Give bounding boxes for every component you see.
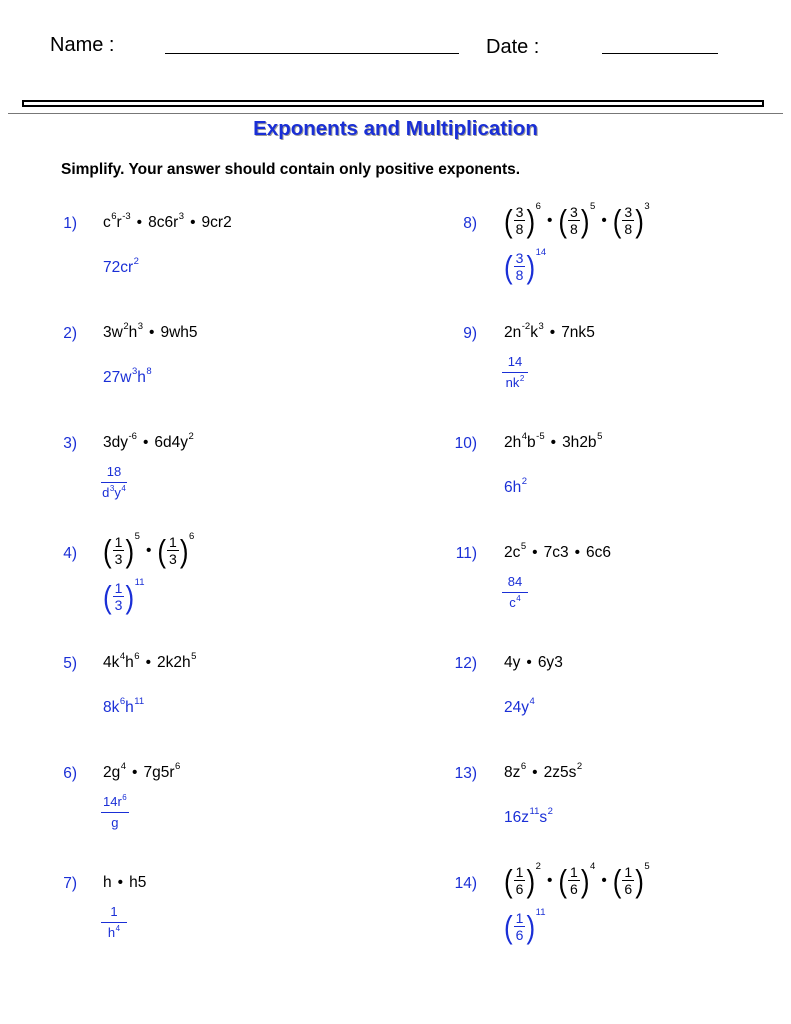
- problem-answer: ( $\frac{3}{8}$ ) $^{14}$: [504, 247, 547, 285]
- problem-expression: $2n^{-2}k^3$ • 7nk5: [504, 321, 595, 341]
- answer-numerator: 84: [502, 575, 528, 593]
- problem-expression: 4y • 6y3: [504, 654, 563, 671]
- answer-denominator: $h^4$: [107, 924, 121, 941]
- answer-numerator: 14: [502, 355, 528, 373]
- problem-answer: $24y^4$: [504, 696, 535, 716]
- problem-number: 10): [454, 435, 477, 452]
- problem-number: 2): [63, 325, 77, 342]
- problem-answer: $16z^{11}s^2$: [504, 806, 553, 826]
- problem-answer: $27w^3h^8$: [103, 366, 152, 386]
- answer-numerator: 1: [101, 905, 127, 923]
- problem-answer: $6h^2$: [504, 476, 528, 496]
- problem-expression: $8z^6$ • $2z5s^2$: [504, 761, 583, 781]
- date-label: Date :: [486, 36, 540, 58]
- problem-expression: $4k^4h^6$ • $2k2h^5$: [103, 651, 197, 671]
- problem-answer-fraction: [101, 465, 127, 501]
- problem-expression: $3w^2h^3$ • 9wh5: [103, 321, 198, 341]
- instructions: Simplify. Your answer should contain only positive exponents.: [61, 161, 521, 178]
- problem-expression: ( $\frac{1}{6}$ ) $^2$ • ( $\frac{1}{6}$ ) $^4$ • ( $\frac{1}{6}$ ) $^5$: [504, 861, 650, 899]
- problem-number: 8): [463, 215, 477, 232]
- name-line: [165, 53, 459, 54]
- problem-answer: ( $\frac{1}{3}$ ) $^{11}$: [103, 577, 145, 615]
- problem-number: 11): [455, 545, 477, 562]
- problem-answer: $72cr^2$: [103, 256, 139, 276]
- problem-number: 3): [63, 435, 77, 452]
- problem-number: 12): [454, 655, 477, 672]
- name-label: Name :: [50, 34, 115, 56]
- problem-number: 13): [454, 765, 477, 782]
- problem-number: 14): [454, 875, 477, 892]
- answer-denominator: $d^3y^4$: [102, 484, 126, 501]
- date-line: [602, 53, 718, 54]
- problem-expression: $2g^4$ • $7g5r^6$: [103, 761, 181, 781]
- problem-number: 7): [63, 875, 77, 892]
- problem-expression: $2h^4b^{-5}$ • $3h2b^5$: [504, 431, 603, 451]
- problem-expression: $2c^5$ • 7c3 • 6c6: [504, 541, 612, 561]
- problem-number: 4): [63, 545, 77, 562]
- problem-answer-fraction: [502, 355, 528, 391]
- problem-expression: $3dy^{-6}$ • $6d4y^2$: [103, 431, 194, 451]
- problem-number: 1): [63, 215, 77, 232]
- problem-expression: h • h5: [103, 874, 147, 891]
- problem-answer: ( $\frac{1}{6}$ ) $^{11}$: [504, 907, 546, 945]
- problem-number: 9): [463, 325, 477, 342]
- problem-answer: $8k^6h^{11}$: [103, 696, 145, 716]
- problem-number: 6): [63, 765, 77, 782]
- problem-answer-fraction: [101, 905, 127, 941]
- answer-numerator: $14r^6$: [101, 795, 129, 813]
- problem-answer-fraction: [101, 795, 129, 831]
- answer-denominator: g: [111, 815, 119, 831]
- worksheet-title: Exponents and Multiplication: [253, 117, 538, 140]
- problem-expression: $c^6r^{-3}$ • $8c6r^3$ • 9cr2: [103, 211, 232, 231]
- answer-denominator: $c^4$: [509, 594, 521, 611]
- problem-expression: ( $\frac{3}{8}$ ) $^6$ • ( $\frac{3}{8}$ ) $^5$ • ( $\frac{3}{8}$ ) $^3$: [504, 201, 650, 239]
- problem-expression: ( $\frac{1}{3}$ ) $^5$ • ( $\frac{1}{3}$ ) $^6$: [103, 531, 195, 569]
- problem-answer-fraction: [502, 575, 528, 611]
- answer-numerator: 18: [101, 465, 127, 483]
- answer-denominator: $nk^2$: [505, 374, 525, 391]
- header-rule: [22, 100, 764, 107]
- problem-number: 5): [63, 655, 77, 672]
- header-divider: [8, 113, 783, 114]
